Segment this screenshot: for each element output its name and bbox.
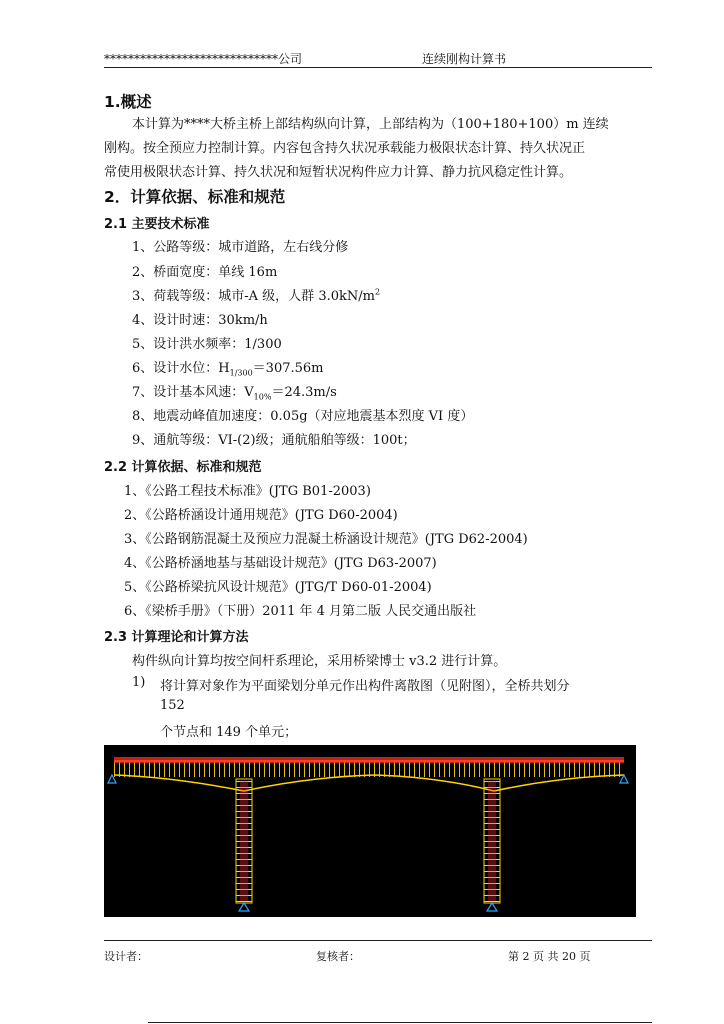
header-rule — [104, 67, 652, 68]
section23-title: 2.3 计算理论和计算方法 — [104, 630, 249, 645]
code-item: 5、《公路桥梁抗风设计规范》(JTG/T D60-01-2004) — [124, 580, 432, 595]
method-item: 将计算对象作为平面梁划分单元作出构件离散图（见附图），全桥共划分 — [160, 679, 570, 694]
standard-item: 4、设计时速：30km/h — [132, 313, 268, 328]
standard-item: 7、设计基本风速：$V_{10\%}=24.3m/s$ — [132, 385, 337, 402]
bottom-rule — [148, 1022, 652, 1023]
girder-bottom-line — [114, 775, 624, 791]
standard-item: 1、公路等级：城市道路，左右线分修 — [132, 240, 349, 255]
girder-node-labels — [114, 757, 624, 763]
method-item-cont: 152 — [160, 698, 185, 713]
right-pier-labels — [488, 781, 496, 901]
standard-item: 9、通航等级：VI-(2)级；通航船舶等级：100t； — [132, 433, 416, 448]
section22-title: 2.2 计算依据、标准和规范 — [104, 460, 262, 475]
section2-title: 2．计算依据、标准和规范 — [104, 188, 286, 206]
footer-designer: 设计者： — [104, 950, 148, 963]
standard-item: 6、设计水位：$H_{1/300}=307.56m$ — [132, 361, 324, 378]
footer-rule — [104, 940, 652, 941]
code-item: 6、《梁桥手册》（下册）2011 年 4 月第二版 人民交通出版社 — [124, 604, 477, 619]
standard-item: 5、设计洪水频率：1/300 — [132, 337, 282, 352]
header-company: *****************************公司 — [104, 52, 303, 66]
method-item-cont: 个节点和 149 个单元； — [160, 725, 298, 740]
list-number: 1) — [132, 675, 146, 690]
wind-speed-subscript: 10% — [253, 392, 272, 402]
footer-page-number: 第 2 页 共 20 页 — [508, 950, 591, 963]
standard-item: 8、地震动峰值加速度：0.05g（对应地震基本烈度 VI 度） — [132, 409, 474, 424]
bridge-element-diagram-svg — [104, 745, 636, 917]
footer-reviewer: 复核者： — [316, 950, 360, 963]
girder-element-divisions — [114, 761, 624, 777]
bridge-element-diagram — [104, 745, 636, 917]
code-item: 3、《公路钢筋混凝土及预应力混凝土桥涵设计规范》(JTG D62-2004) — [124, 532, 528, 547]
header-doc-title: 连续刚构计算书 — [422, 52, 507, 66]
section1-title: 1.概述 — [104, 93, 152, 111]
left-pier-base — [239, 903, 249, 911]
code-item: 1、《公路工程技术标准》(JTG B01-2003) — [124, 484, 371, 499]
right-pier-base — [487, 903, 497, 911]
section1-line: 本计算为****大桥主桥上部结构纵向计算，上部结构为（100+180+100）m 连续 — [132, 117, 609, 132]
page-header — [104, 48, 652, 68]
standard-item: 2、桥面宽度：单线 16m — [132, 265, 278, 280]
unit-superscript: 2 — [374, 287, 381, 297]
method-intro: 构件纵向计算均按空间杆系理论，采用桥梁博士 v3.2 进行计算。 — [132, 654, 507, 669]
left-pier-labels — [240, 781, 248, 901]
section1-line: 常使用极限状态计算、持久状况和短暂状况构件应力计算、静力抗风稳定性计算。 — [104, 165, 573, 180]
standard-item: 3、荷载等级：城市-A 级，人群 $3.0kN/m^2$ — [132, 287, 381, 304]
page-footer — [104, 940, 652, 963]
section21-title: 2.1 主要技术标准 — [104, 217, 210, 232]
section1-body — [104, 113, 652, 185]
code-item: 2、《公路桥涵设计通用规范》(JTG D60-2004) — [124, 508, 398, 523]
code-item: 4、《公路桥涵地基与基础设计规范》(JTG D63-2007) — [124, 556, 437, 571]
section1-line: 刚构。按全预应力控制计算。内容包含持久状况承载能力极限状态计算、持久状况正 — [104, 141, 586, 156]
design-water-subscript: 1/300 — [229, 368, 253, 378]
